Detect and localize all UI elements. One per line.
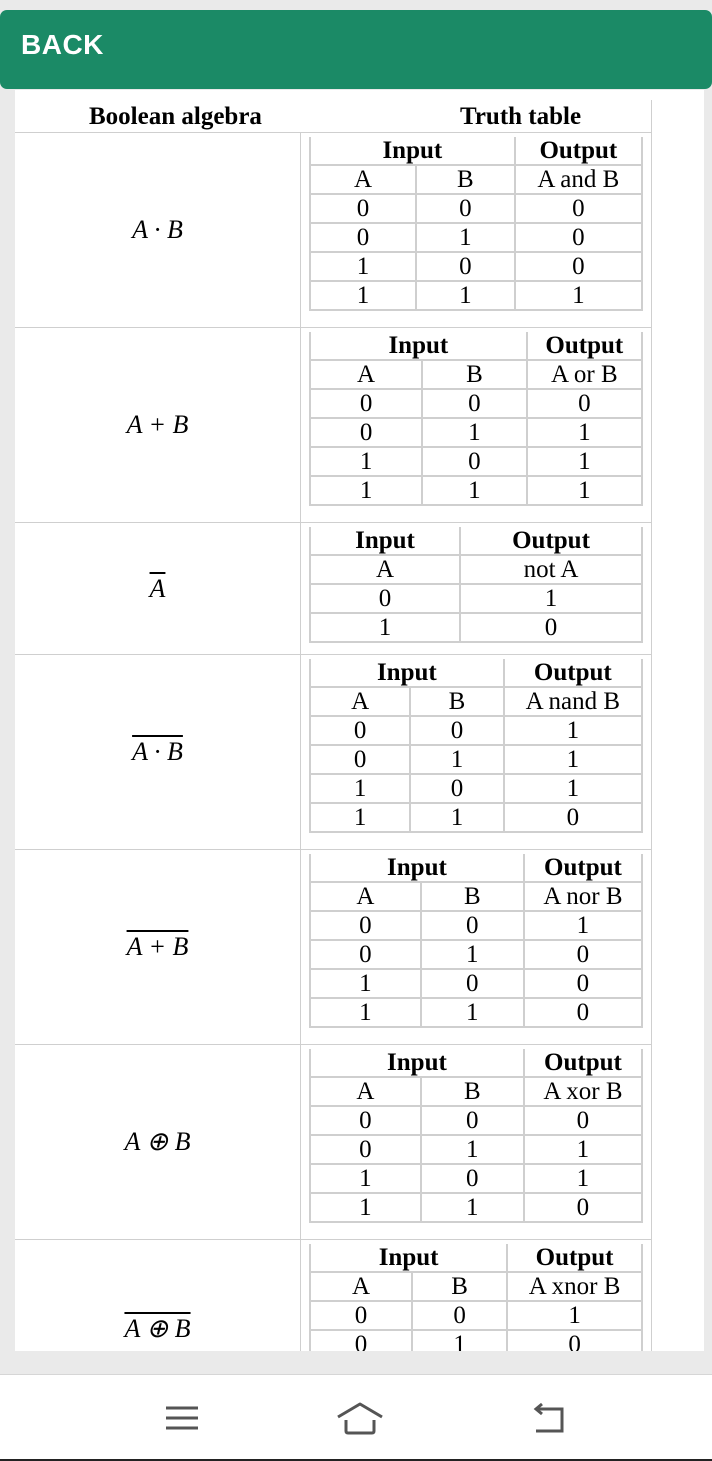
truth-table-xor [309, 1049, 643, 1223]
cell: 1 [310, 476, 422, 505]
truth-table-not [309, 527, 643, 643]
cell: 1 [504, 774, 642, 803]
cell: 1 [310, 803, 410, 832]
col-header: A nor B [524, 882, 642, 911]
cell: 0 [515, 252, 642, 281]
table-row-or [15, 328, 651, 523]
expression-not: $\overline{A}$ [149, 573, 166, 603]
cell: 0 [421, 1164, 524, 1193]
cell: 1 [410, 745, 503, 774]
cell: 1 [460, 584, 642, 613]
cell: 0 [310, 1301, 412, 1330]
boolean-table [15, 100, 652, 1351]
cell: 1 [422, 418, 527, 447]
table-header-row [15, 100, 651, 133]
cell: 1 [310, 998, 421, 1027]
output-header: Output [504, 659, 642, 687]
truth-table-and [309, 137, 643, 311]
input-header: Input [310, 1049, 524, 1077]
cell: 1 [507, 1301, 642, 1330]
cell: 1 [515, 281, 642, 310]
col-header: B [421, 1077, 524, 1106]
cell: 1 [527, 476, 642, 505]
col-header: B [422, 360, 527, 389]
header-truth-table: Truth table [460, 103, 582, 130]
cell: 0 [421, 1106, 524, 1135]
cell: 0 [524, 940, 642, 969]
cell: 0 [515, 223, 642, 252]
system-navigation-bar [0, 1374, 712, 1461]
output-header: Output [524, 1049, 642, 1077]
home-icon[interactable] [334, 1401, 386, 1435]
cell: 0 [310, 745, 410, 774]
cell: 0 [410, 774, 503, 803]
table-row-and [15, 133, 651, 328]
col-header: B [412, 1272, 507, 1301]
input-header: Input [310, 137, 515, 165]
cell: 1 [524, 911, 642, 940]
cell: 1 [527, 447, 642, 476]
input-header: Input [310, 527, 460, 555]
cell: 0 [310, 940, 421, 969]
col-header: A nand B [504, 687, 642, 716]
cell: 1 [310, 1164, 421, 1193]
col-header: A [310, 555, 460, 584]
output-header: Output [527, 332, 642, 360]
cell: 1 [416, 223, 515, 252]
output-header: Output [507, 1244, 642, 1272]
cell: 1 [421, 1193, 524, 1222]
col-header: not A [460, 555, 642, 584]
col-header: B [410, 687, 503, 716]
col-header: B [421, 882, 524, 911]
table-row-not [15, 523, 651, 655]
cell: 0 [310, 716, 410, 745]
header-boolean-algebra: Boolean algebra [89, 103, 262, 130]
expression-or: A + B [126, 410, 189, 439]
truth-table-or [309, 332, 643, 506]
cell: 0 [416, 194, 515, 223]
col-header: A [310, 360, 422, 389]
back-arrow-icon[interactable] [528, 1401, 568, 1435]
input-header: Input [310, 332, 527, 360]
col-header: A [310, 882, 421, 911]
col-header: A xor B [524, 1077, 642, 1106]
cell: 0 [524, 1193, 642, 1222]
col-header: A or B [527, 360, 642, 389]
cell: 0 [310, 584, 460, 613]
cell: 0 [310, 389, 422, 418]
content-viewport[interactable] [15, 90, 704, 1351]
col-header: B [416, 165, 515, 194]
input-header: Input [310, 854, 524, 882]
cell: 0 [460, 613, 642, 642]
cell: 0 [310, 194, 416, 223]
cell: 1 [416, 281, 515, 310]
expression-xor: A ⊕ B [124, 1127, 191, 1156]
cell: 0 [524, 998, 642, 1027]
truth-table-xnor [309, 1244, 643, 1351]
expression-and: A · B [132, 215, 183, 244]
expression-nor: A + B [126, 932, 189, 961]
cell: 1 [310, 774, 410, 803]
cell: 1 [310, 447, 422, 476]
cell: 1 [310, 613, 460, 642]
cell: 1 [527, 418, 642, 447]
cell: 1 [524, 1164, 642, 1193]
table-row-xor [15, 1045, 651, 1240]
output-header: Output [515, 137, 642, 165]
cell: 0 [310, 418, 422, 447]
cell: 1 [412, 1330, 507, 1351]
top-app-bar [0, 10, 712, 89]
col-header: A [310, 1272, 412, 1301]
cell: 0 [515, 194, 642, 223]
cell: 1 [422, 476, 527, 505]
cell: 0 [410, 716, 503, 745]
col-header: A and B [515, 165, 642, 194]
col-header: A [310, 165, 416, 194]
col-header: A xnor B [507, 1272, 642, 1301]
cell: 1 [504, 745, 642, 774]
cell: 1 [410, 803, 503, 832]
cell: 0 [507, 1330, 642, 1351]
col-header: A [310, 687, 410, 716]
cell: 1 [421, 940, 524, 969]
output-header: Output [460, 527, 642, 555]
cell: 0 [310, 1135, 421, 1164]
cell: 0 [504, 803, 642, 832]
cell: 0 [422, 389, 527, 418]
cell: 1 [310, 969, 421, 998]
cell: 0 [524, 1106, 642, 1135]
truth-table-nor [309, 854, 643, 1028]
cell: 0 [310, 223, 416, 252]
cell: 0 [422, 447, 527, 476]
input-header: Input [310, 659, 504, 687]
cell: 0 [310, 911, 421, 940]
cell: 1 [310, 281, 416, 310]
cell: 1 [421, 998, 524, 1027]
col-header: A [310, 1077, 421, 1106]
cell: 1 [524, 1135, 642, 1164]
output-header: Output [524, 854, 642, 882]
cell: 0 [412, 1301, 507, 1330]
cell: 1 [504, 716, 642, 745]
input-header: Input [310, 1244, 507, 1272]
table-row-xnor [15, 1240, 651, 1351]
table-row-nand [15, 655, 651, 850]
cell: 1 [310, 252, 416, 281]
table-row-nor [15, 850, 651, 1045]
expression-xnor: A ⊕ B [124, 1314, 191, 1343]
cell: 0 [310, 1106, 421, 1135]
cell: 0 [310, 1330, 412, 1351]
cell: 0 [421, 911, 524, 940]
cell: 0 [527, 389, 642, 418]
cell: 0 [421, 969, 524, 998]
cell: 1 [421, 1135, 524, 1164]
truth-table-nand [309, 659, 643, 833]
cell: 1 [310, 1193, 421, 1222]
cell: 0 [416, 252, 515, 281]
cell: 0 [524, 969, 642, 998]
menu-icon[interactable] [162, 1401, 202, 1435]
expression-nand: A · B [132, 737, 183, 766]
back-button[interactable]: BACK [21, 29, 104, 60]
